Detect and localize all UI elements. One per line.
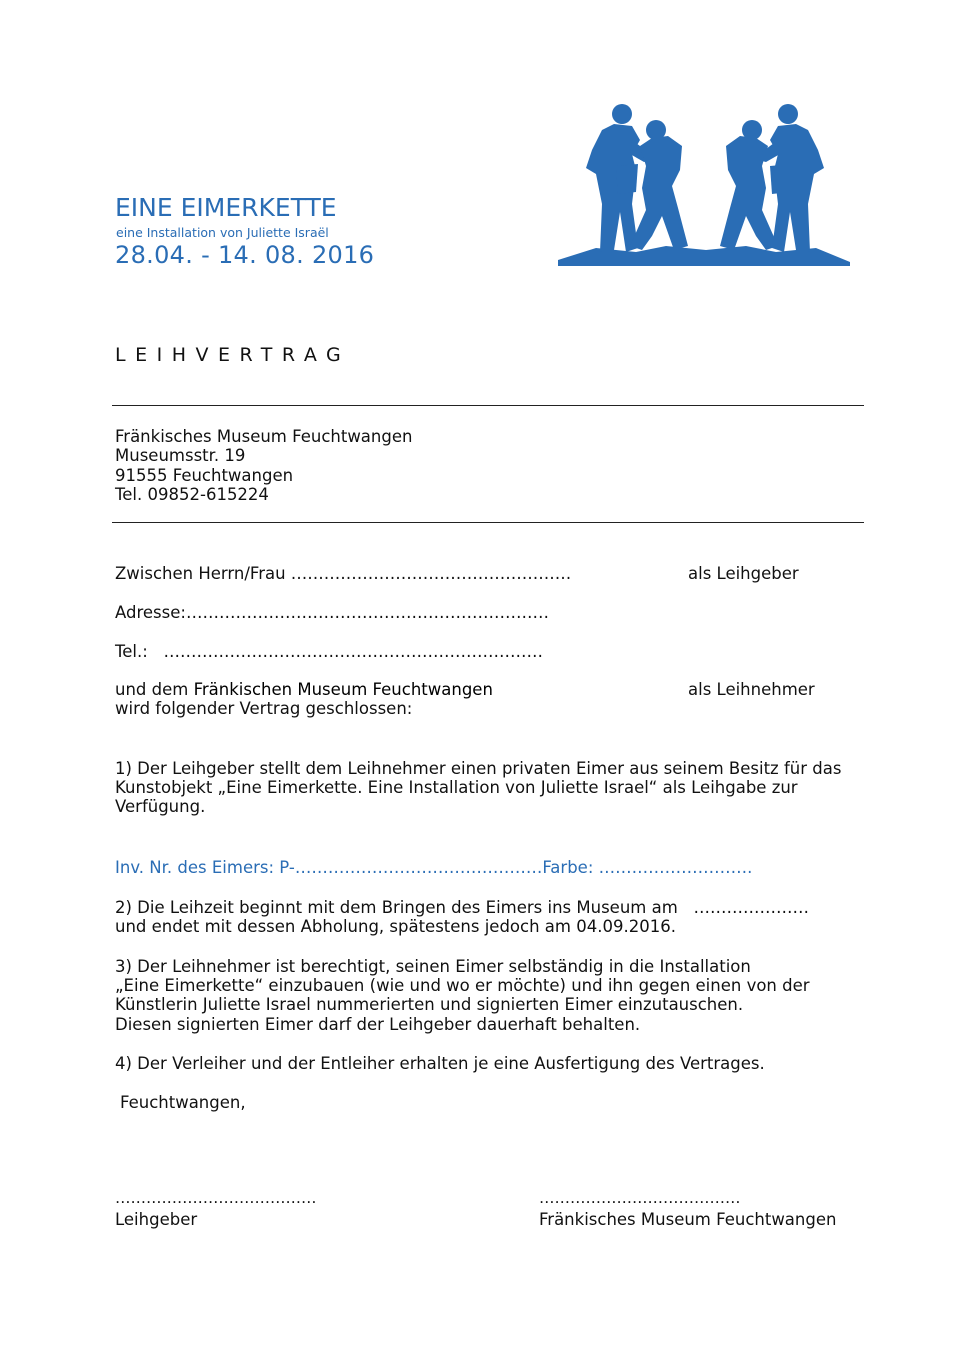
- clause-3-line-1: 3) Der Leihnehmer ist berechtigt, seinen Eimer selbständig in die Installation: [115, 957, 751, 976]
- lender-role-label: als Leihgeber: [688, 564, 799, 583]
- clause-2-line-1: 2) Die Leihzeit beginnt mit dem Bringen des Eimers ins Museum am …………………: [115, 898, 810, 917]
- signature-label-lender: Leihgeber: [115, 1210, 198, 1229]
- lender-phone-field: Tel.: ……………………………………………………………: [115, 642, 544, 661]
- lender-address-field: Adresse:…………………………………………………………: [115, 603, 549, 622]
- borrower-prefix: und dem: [115, 680, 194, 699]
- inventory-number-field: Inv. Nr. des Eimers: P-………………………………………Farbe: ……………………….: [115, 858, 753, 877]
- borrower-museum-name: Fränkischen Museum Feuchtwangen: [193, 680, 493, 699]
- divider-top: [112, 405, 864, 406]
- borrower-line: [115, 680, 493, 700]
- museum-address-phone: Tel. 09852-615224: [115, 485, 269, 504]
- museum-address-name: Fränkisches Museum Feuchtwangen: [115, 427, 413, 446]
- clause-3-line-2: „Eine Eimerkette“ einzubauen (wie und wo er möchte) und ihn gegen einen von der: [115, 976, 810, 995]
- clause-3-line-4: Diesen signierten Eimer darf der Leihgeber dauerhaft behalten.: [115, 1015, 641, 1034]
- clause-1-line-2: Kunstobjekt „Eine Eimerkette. Eine Installation von Juliette Israel“ als Leihgabe zur: [115, 778, 798, 797]
- museum-address-city: 91555 Feuchtwangen: [115, 466, 294, 485]
- signature-line-museum: …………………………………: [539, 1189, 741, 1207]
- borrower-role-label: als Leihnehmer: [688, 680, 815, 699]
- exhibition-title: EINE EIMERKETTE: [115, 193, 337, 222]
- clause-1-line-1: 1) Der Leihgeber stellt dem Leihnehmer einen privaten Eimer aus seinem Besitz für das: [115, 759, 842, 778]
- clause-3-line-3: Künstlerin Juliette Israel nummerierten und signierten Eimer einzutauschen.: [115, 995, 744, 1014]
- lender-name-field: Zwischen Herrn/Frau ……………………………………………: [115, 564, 572, 583]
- clause-2-line-2: und endet mit dessen Abholung, spätestens jedoch am 04.09.2016.: [115, 917, 676, 936]
- divider-bottom: [112, 522, 864, 523]
- bucket-chain-logo: [556, 100, 852, 268]
- signing-place: Feuchtwangen,: [120, 1093, 246, 1112]
- signature-line-lender: …………………………………: [115, 1189, 317, 1207]
- clause-4-line-1: 4) Der Verleiher und der Entleiher erhalten je eine Ausfertigung des Vertrages.: [115, 1054, 765, 1073]
- exhibition-dates: 28.04. - 14. 08. 2016: [115, 241, 375, 269]
- museum-address-street: Museumsstr. 19: [115, 446, 246, 465]
- exhibition-subtitle: eine Installation von Juliette Israël: [116, 225, 329, 240]
- clause-1-line-3: Verfügung.: [115, 797, 206, 816]
- signature-label-museum: Fränkisches Museum Feuchtwangen: [539, 1210, 837, 1229]
- document-title: LEIHVERTRAG: [115, 344, 351, 366]
- contract-intro: wird folgender Vertrag geschlossen:: [115, 699, 413, 718]
